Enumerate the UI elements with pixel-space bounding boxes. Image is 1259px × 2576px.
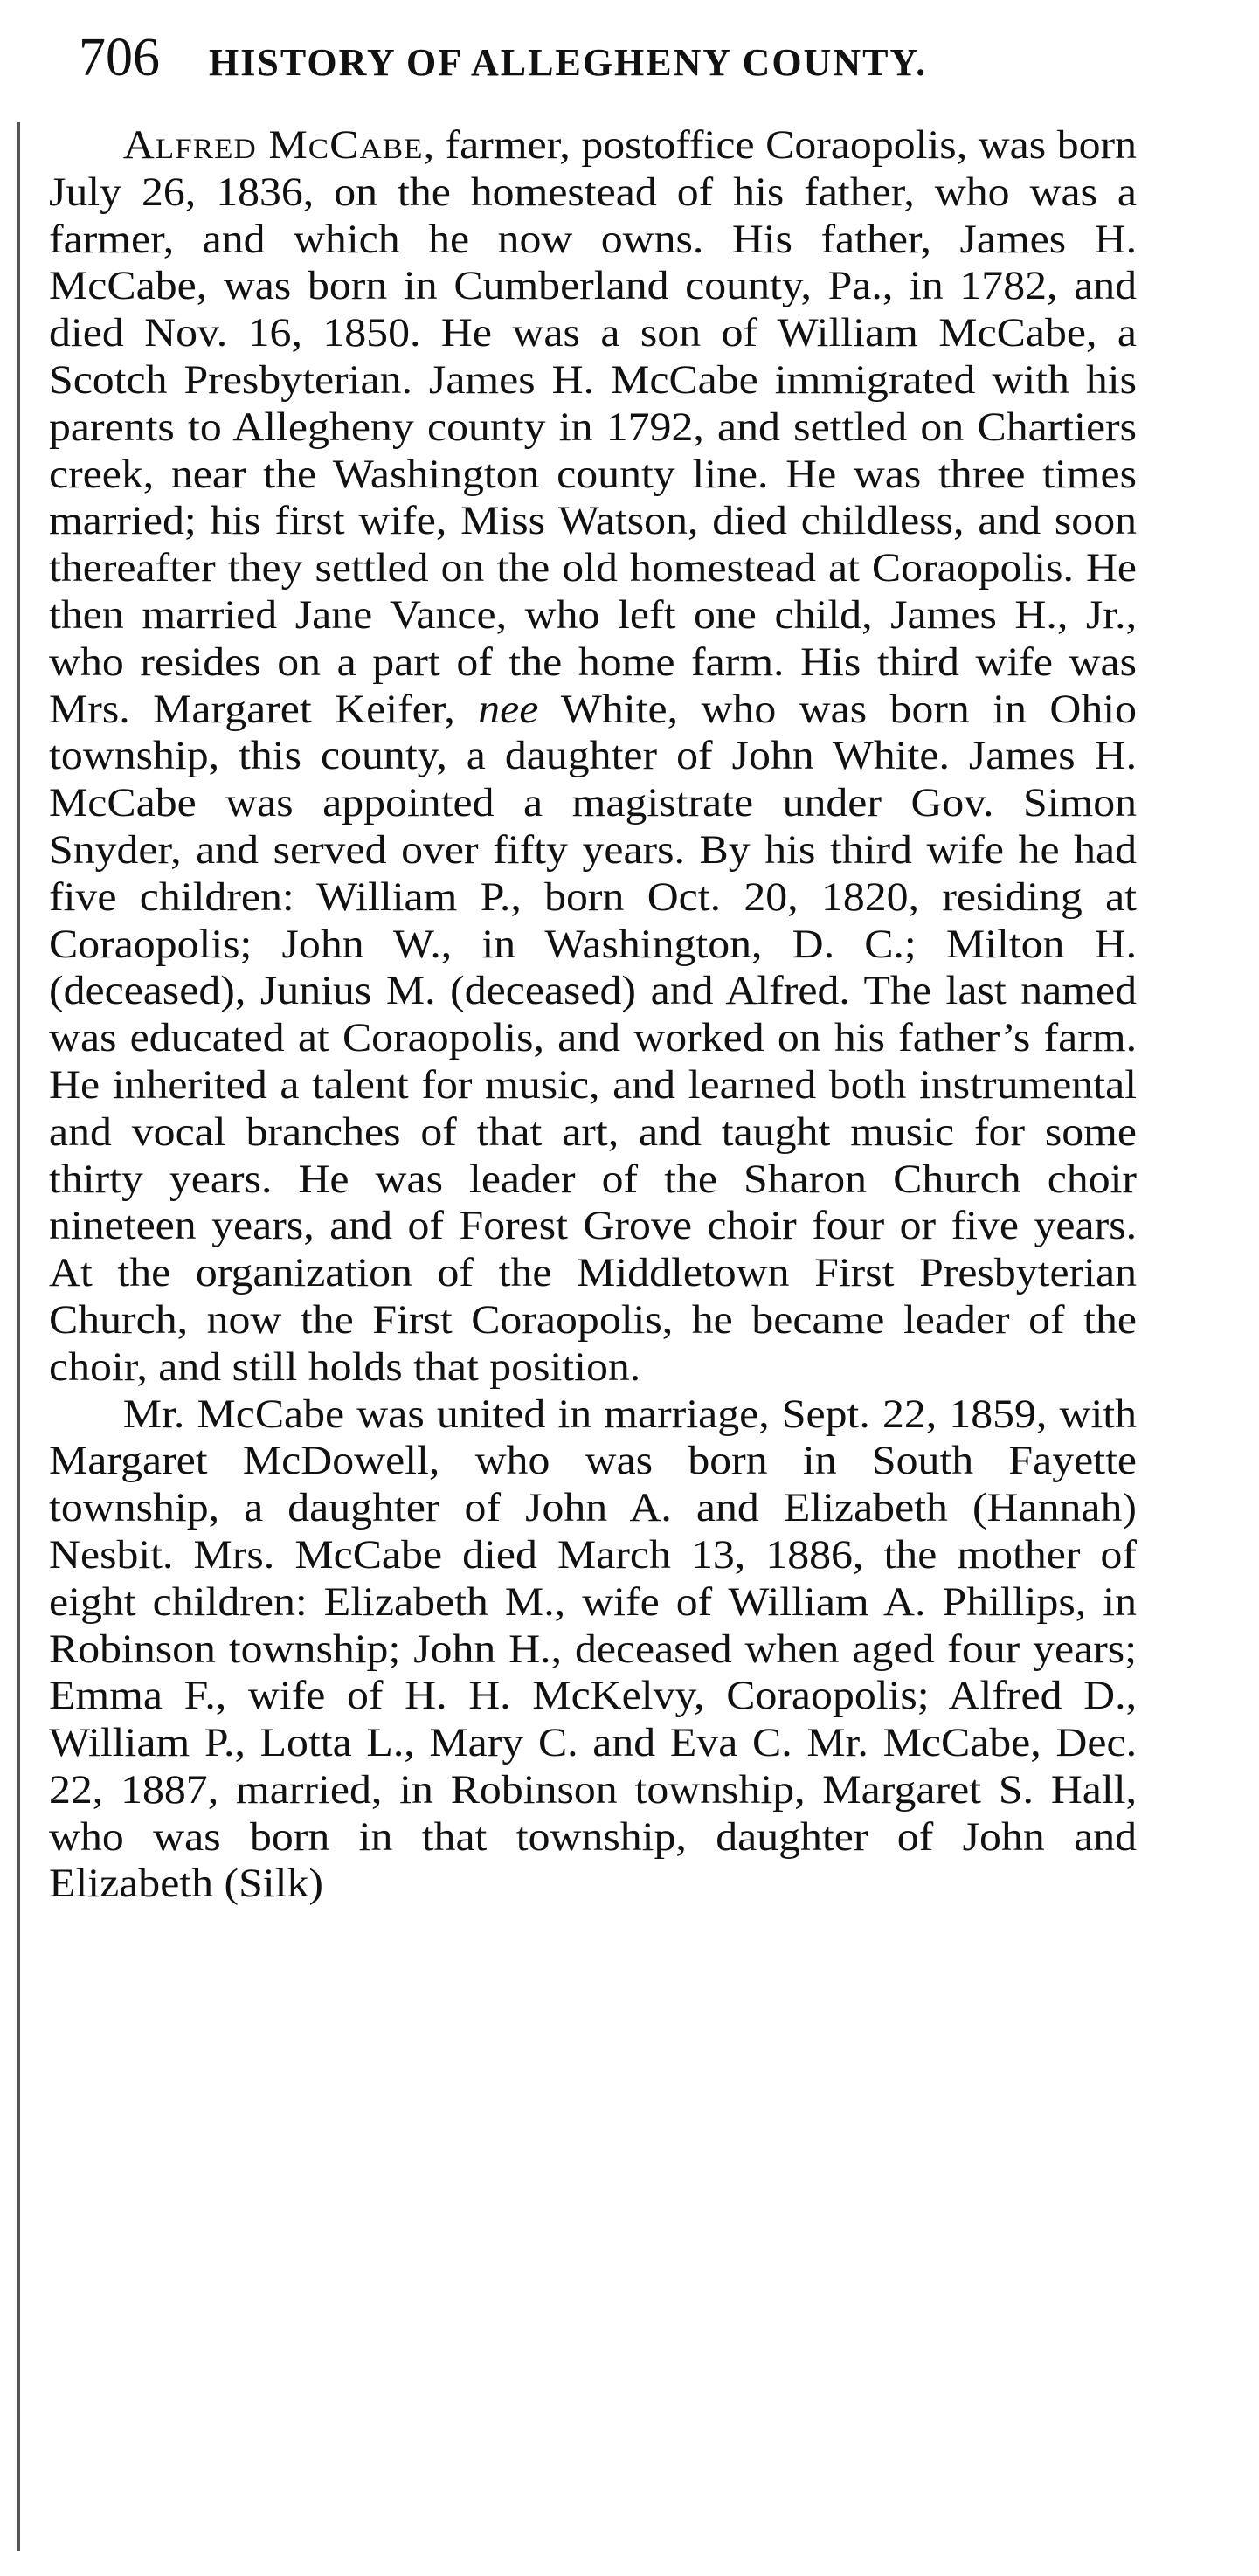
- paragraph-text: , farmer, postoffice Coraopolis, was born July 26, 1836, on the homestead of his father, who was a farmer, and which he now owns. His father, James H. McCabe, was born in Cumberland county, Pa., in 1782, and died Nov. 16, 1850. He was a son of William McCabe, a Scotch Presbyterian. James H. McCabe immigrated with his parents to Allegheny county in 1792, and settled on Chartiers creek, near the Washington county line. He was three times married; his first wife, Miss Watson, died childless, and soon thereafter they settled on the old homestead at Coraopolis. He then married Jane Vance, who left one child, James H., Jr., who resides on a part of the home farm. His third wife was Mrs. Margaret Keifer,: [49, 122, 1138, 732]
- paragraph-marriage: Mr. McCabe was united in marriage, Sept. 22, 1859, with Margaret McDowell, who was born in South Fayette township, a daughter of John A. and Elizabeth (Hannah) Nesbit. Mrs. McCabe died March 13, 1886, the mother of eight children: Elizabeth M., wife of William A. Phillips, in Robinson township; John H., deceased when aged four years; Emma F., wife of H. H. McKelvy, Coraopolis; Alfred D., William P., Lotta L., Mary C. and Eva C. Mr. McCabe, Dec. 22, 1887, married, in Robinson township, Margaret S. Hall, who was born in that township, daughter of John and Elizabeth (Silk): [49, 1391, 1138, 1907]
- subject-name: Alfred McCabe: [122, 122, 424, 168]
- paragraph-biography: [49, 122, 1137, 1392]
- page-number: 706: [79, 28, 160, 87]
- paragraph-text-continued: White, who was born in Ohio township, this county, a daughter of John White. James H. McCabe was appointed a magistrate under Gov. Simon Snyder, and served over fifty years. By his third wife he had five children: William P., born Oct. 20, 1820, residing at Coraopolis; John W., in Washington, D. C.; Milton H. (deceased), Junius M. (deceased) and Alfred. The last named was educated at Coraopolis, and worked on his father’s farm. He inherited a talent for music, and learned both instrumental and vocal branches of that art, and taught music for some thirty years. He was leader of the Sharon Church choir nineteen years, and of Forest Grove choir four or five years. At the organization of the Middletown First Presbyterian Church, now the First Coraopolis, he became leader of the choir, and still holds that position.: [49, 686, 1138, 1390]
- body-text: [49, 122, 1137, 1908]
- running-head: HISTORY OF ALLEGHENY COUNTY.: [209, 41, 928, 84]
- italic-word: nee: [478, 686, 539, 732]
- page-edge-rule: [17, 122, 20, 2551]
- page-header: [79, 23, 1206, 93]
